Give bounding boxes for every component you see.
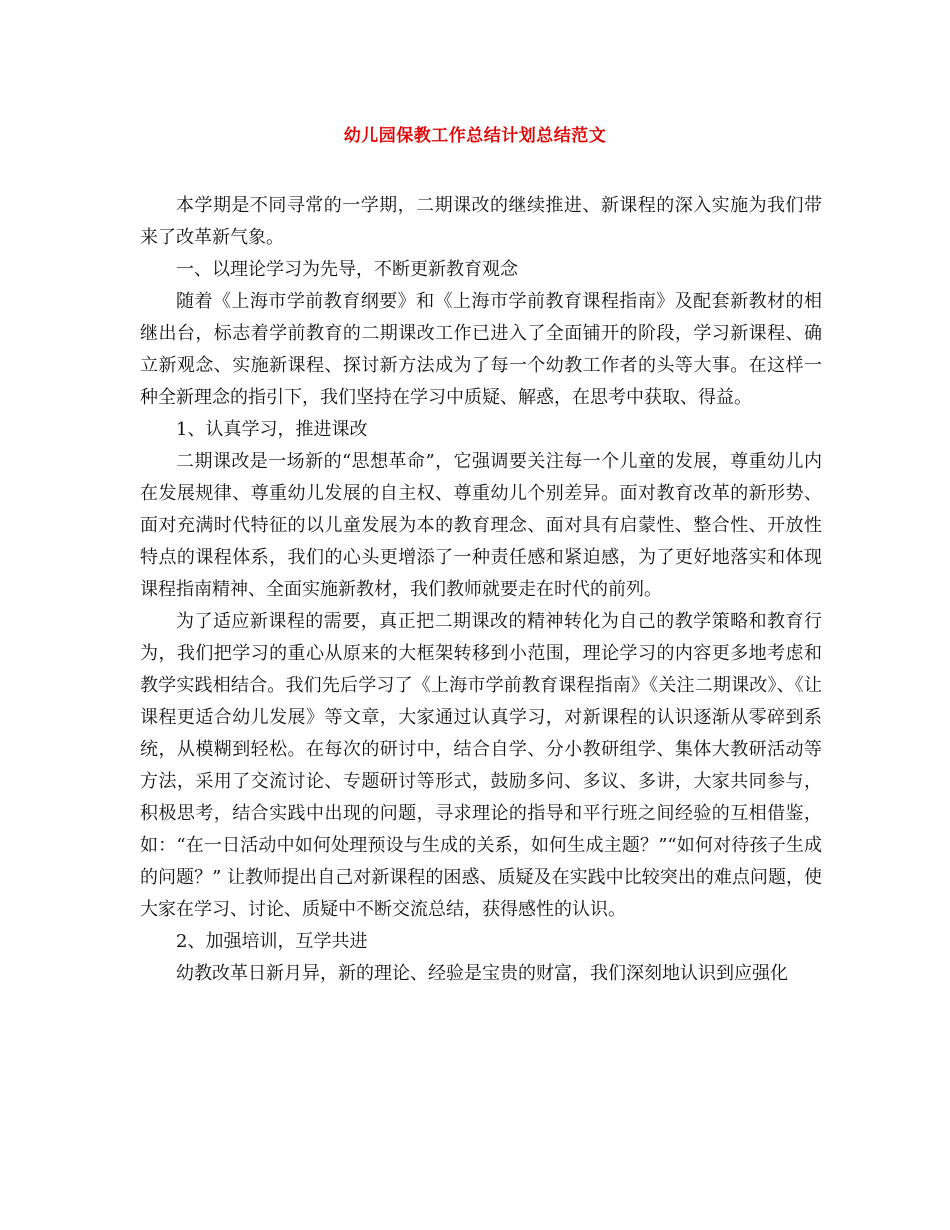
heading-subsection-2: 2、加强培训，互学共进 bbox=[176, 931, 368, 952]
paragraph-intro: 本学期是不同寻常的一学期，二期课改的继续推进、新课程的深入实施为我们带来了改革新气象。 bbox=[140, 195, 822, 248]
paragraph-subsection-2: 幼教改革日新月异，新的理论、经验是宝贵的财富，我们深刻地认识到应强化 bbox=[176, 963, 788, 984]
document-title: 幼儿园保教工作总结计划总结范文 bbox=[343, 126, 607, 146]
paragraph-section-1: 随着《上海市学前教育纲要》和《上海市学前教育课程指南》及配套新教材的相继出台，标志着学前教育的二期课改工作已进入了全面铺开的阶段，学习新课程、确立新观念、实施新课程、探讨新方法成为了每一个幼教工作者的头等大事。在这样一种全新理念的指引下，我们坚持在学习中质疑、解惑，在思考中获取、得益。 bbox=[140, 291, 822, 408]
paragraph-subsection-1a: 二期课改是一场新的“思想革命”，它强调要关注每一个儿童的发展，尊重幼儿内在发展规律、尊重幼儿发展的自主权、尊重幼儿个别差异。面对教育改革的新形势、面对充满时代特征的以儿童发展为本的教育理念、面对具有启蒙性、整合性、开放性特点的课程体系，我们的心头更增添了一种责任感和紧迫感，为了更好地落实和体现课程指南精神、全面实施新教材，我们教师就要走在时代的前列。 bbox=[140, 451, 822, 600]
document-body bbox=[140, 190, 822, 990]
heading-section-1: 一、以理论学习为先导，不断更新教育观念 bbox=[176, 259, 518, 280]
heading-subsection-1: 1、认真学习，推进课改 bbox=[176, 419, 368, 440]
paragraph-subsection-1b: 为了适应新课程的需要，真正把二期课改的精神转化为自己的教学策略和教育行为，我们把学习的重心从原来的大框架转移到小范围，理论学习的内容更多地考虑和教学实践相结合。我们先后学习了《上海市学前教育课程指南》《关注二期课改》、《让课程更适合幼儿发展》等文章，大家通过认真学习，对新课程的认识逐渐从零碎到系统，从模糊到轻松。在每次的研讨中，结合自学、分小教研组学、集体大教研活动等方法，采用了交流讨论、专题研讨等形式，鼓励多问、多议、多讲，大家共同参与，积极思考，结合实践中出现的问题，寻求理论的指导和平行班之间经验的互相借鉴，如：“在一日活动中如何处理预设与生成的关系，如何生成主题？”“如何对待孩子生成的问题？” 让教师提出自己对新课程的困惑、质疑及在实践中比较突出的难点问题，使大家在学习、讨论、质疑中不断交流总结，获得感性的认识。 bbox=[140, 611, 822, 920]
